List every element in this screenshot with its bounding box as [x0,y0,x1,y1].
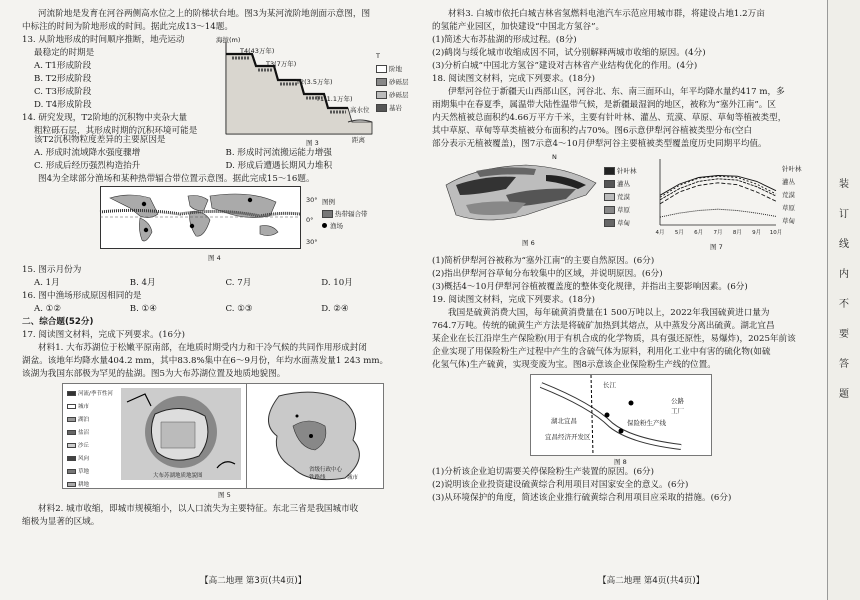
figure-5 [22,381,417,503]
q13-stem-2: 最稳定的时期是 [34,48,95,58]
q13-stem-1: 13. 从阶地形成的时间顺序推断，地壳运动 [22,35,185,45]
q17-sub-2: (2)鹤岗与绥化城市收缩成因不同，试分别解释两城市收缩的原因。(4分) [432,48,706,58]
fig7-x-tick-label: 6月 [694,230,704,236]
fig7-x-tick-label: 5月 [674,230,684,236]
q19-sub-3: (3)从环境保护的角度，简述该企业推行硫黄综合利用项目应采取的措施。(6分) [432,493,732,503]
fig4-lat-30s: 30° [306,238,318,246]
figures-6-7 [432,151,827,255]
q17-material1-line-3: 该湖为我国东部极为罕见的盐湖。图5为大布苏湖位置及地质地貌图。 [22,369,286,379]
q15-options [22,277,417,290]
fig7-legend-1: 针叶林 [782,165,802,173]
fig7-legend-3: 荒漠 [782,191,795,199]
fig8-river-label: 长江 [603,381,616,389]
fig5-legend-6: 风向 [67,453,119,466]
binding-note-char: 线 [839,239,849,250]
q14-option-c: C. 形成后经历强烈构造抬升 [34,161,141,171]
q14-stem-2: 粗粒砾石层，其形成时期的沉积环境可能是 [34,126,198,136]
q13-option-c: C. T3形成阶段 [34,87,92,97]
fig4-legend-itcz: 热带辐合带 [322,208,368,221]
fig8-legend-1: 公路 [671,397,684,405]
q15-option-a: A. 1月 [34,278,60,288]
binding-note-char: 内 [839,269,849,280]
fig7-x-tick-label: 10月 [769,230,783,236]
fig4-lat-0: 0° [306,216,314,224]
fig4-legend-fishery: 渔场 [322,220,343,233]
q14-option-b: B. 形成时河流搬运能力增强 [225,148,332,158]
fig7-series-line [660,209,776,217]
fig6-caption: 图 6 [522,239,535,247]
fig7-caption: 图 7 [710,243,723,251]
q16-option-c: C. ①③ [225,304,253,314]
fig7-x-tick-label: 8月 [732,230,742,236]
fig7-series-line [660,176,776,197]
q14-option-a: A. 形成时流域降水强度骤增 [34,148,141,158]
fig5-legend-8: 耕地 [67,479,119,492]
binding-note-char: 订 [839,209,849,220]
intro2: 图4为全球部分渔场和某种热带辐合带位置示意图。据此完成15～16题。 [38,174,315,184]
q18-para-5: 部分表示无植被覆盖)，图7示意4～10月伊犁河谷主要植被类型覆盖度历史同期平均值。 [432,139,767,149]
fig7-x-tick-label: 7月 [713,230,723,236]
q14-option-d: D. 形成后遭遇长期风力堆积 [225,161,333,171]
q16-stem: 16. 图中渔场形成原因相同的是 [22,291,142,301]
q13-option-b: B. T2形成阶段 [34,74,92,84]
material3-line-2: 的氢能产业园区，加快建设“中国北方氢谷”。 [432,22,605,32]
material2-line-2: 缩极为显著的区域。 [22,517,100,527]
q19-para-5: 化氢气体)生产硫黄，实现变废为宝。图8示意该企业保险粉生产线的位置。 [432,360,716,370]
q18-para-2: 雨期集中在春夏季，属温带大陆性温带气候，是新疆最湿润的地区，被称为“塞外江南”。区 [432,100,776,110]
binding-strip [827,0,860,600]
q15-option-c: C. 7月 [225,278,252,288]
q17-sub-1: (1)简述大布苏盐湖的形成过程。(8分) [432,35,577,45]
q15-option-d: D. 10月 [321,278,353,288]
fig3-legend-title: T [376,52,380,60]
q13-option-d: D. T4形成阶段 [34,100,92,110]
fig5-legend-3: 湖泊 [67,414,119,427]
q13-option-a: A. T1形成阶段 [34,61,92,71]
fig3-legend [376,50,412,115]
fig3-yaxis-label: 海拔(m) [216,36,241,44]
world-map [100,186,330,252]
q14-options-row-1 [22,147,417,160]
binding-note-char: 装 [839,179,849,190]
fig7-legend-5: 草甸 [782,217,795,225]
binding-note-char: 要 [839,329,849,340]
fig5-legend-4: 盐沼 [67,427,119,440]
fig3-legend-item-1: 阶地 [376,63,412,76]
fig6-legend-4: 草原 [604,204,637,217]
fig5-right-legend-2: 铁路线 [309,475,326,481]
fig5-legend-1: 河流/季节性河 [67,388,119,401]
q15-stem: 15. 图示月份为 [22,265,82,275]
fig6-legend-5: 草甸 [604,217,637,230]
q14-stem-1: 14. 研究发现，T2阶地的沉积物中夹杂大量 [22,113,188,123]
fig5-inner-caption: 大布苏湖地质地貌图 [153,473,203,479]
fig8-label-2: 保险粉生产线 [627,419,666,427]
q18-stem: 18. 阅读图文材料，完成下列要求。(18分) [432,74,595,84]
fig7-x-tick-label: 9月 [752,230,762,236]
right-footer: 【高二地理 第4页(共4页)】 [598,576,705,586]
section-2-heading: 二、综合题(52分) [22,317,94,327]
intro-line-2: 中标注的时间为阶地形成的时间。据此完成13～14题。 [22,22,233,32]
fig3-water-label: 高水位 [350,106,370,114]
q14-options-row-2 [22,160,417,173]
fig7-legend-2: 灌丛 [782,178,795,186]
q17-material1-line-1: 材料1. 大布苏湖位于松嫩平原南部，在地质时期受内力和干冷气候的共同作用形成封闭 [38,343,367,353]
binding-note [837,170,851,410]
fig4-legend-title: 图例 [322,198,335,206]
fig7-legend [782,163,802,228]
q19-para-4: 企业实现了用保险粉生产过程中产生的含硫气体为原料，利用化工业中有害的硫化物(如硫 [432,347,771,357]
figure-3 [212,36,412,146]
material2-line-1: 材料2. 城市收缩，即城市规模缩小，以人口流失为主要特征。东北三省是我国城市收 [38,504,359,514]
fig3-legend-item-3: 砂砾层 [376,89,412,102]
fig8-legend-2: 工厂 [671,407,684,415]
fig7-x-tick-label: 4月 [655,230,665,236]
q19-para-2: 764.7万吨。传统的硫黄生产方法是将硫矿加热到其熔点，从中蒸发分离出硫黄。湖北宜昌 [432,321,775,331]
fig5-legend-5: 沙丘 [67,440,119,453]
q18-sub-2: (2)指出伊犁河谷草甸分布较集中的区域，并说明原因。(6分) [432,269,663,279]
fig3-terrace-t1: T1(1.1万年) [316,95,353,103]
binding-note-char: 不 [839,299,849,310]
fig3-terrace-t3: T3(7万年) [266,60,297,68]
q19-para-1: 我国是硫黄消费大国，每年硫黄消费量在1 500万吨以上，2022年我国硫黄进口量为 [448,308,770,318]
left-footer: 【高二地理 第3页(共4页)】 [200,576,307,586]
q18-para-3: 内天然植被总面积约4.66万平方千米，主要有针叶林、灌丛、荒漠、草原、草甸等植被类型， [432,113,787,123]
fig5-frame [62,383,384,489]
fig8-label-1: 湖北宜昌 [551,417,577,425]
fig5-caption: 图 5 [218,491,231,499]
fig4-caption: 图 4 [208,254,221,262]
fig5-right-legend-1: 省级行政中心 [309,467,343,473]
intro-line-1: 河流阶地是发育在河谷两侧高水位之上的阶梯状台地。图3为某河流阶地剖面示意图，图 [38,9,371,19]
q19-stem: 19. 阅读图文材料，完成下列要求。(18分) [432,295,595,305]
q18-para-4: 其中草原、草甸等草类植被分布面积约占70%。图6示意伊犁河谷植被类型分布(空白 [432,126,753,136]
q14-stem-3: 该T2沉积物粒度差异的主要原因是 [34,135,166,145]
fig5-legend [67,388,119,492]
fig5-right-legend-3: 城市 [347,475,359,481]
q16-option-b: B. ①④ [129,304,157,314]
fig3-terrace-t4: T4(43万年) [240,47,275,55]
q18-sub-1: (1)简析伊犁河谷被称为“塞外江南”的主要自然原因。(6分) [432,256,655,266]
fig3-legend-item-4: 基岩 [376,102,412,115]
q19-sub-2: (2)说明该企业投资建设硫黄综合利用项目对国家安全的意义。(6分) [432,480,689,490]
q16-option-d: D. ②④ [321,304,349,314]
fig6-legend-2: 灌丛 [604,178,637,191]
q18-sub-3: (3)概括4～10月伊犁河谷植被覆盖度的整体变化规律，并指出主要影响因素。(6分) [432,282,748,292]
fig3-caption: 图 3 [306,139,319,147]
figure-4 [22,186,417,264]
q15-option-b: B. 4月 [129,278,156,288]
figure-8 [432,372,827,466]
fig8-frame [530,374,712,456]
fig4-lat-30n: 30° [306,196,318,204]
fig5-legend-7: 草地 [67,466,119,479]
fig5-legend-2: 城市 [67,401,119,414]
q19-para-3: 某企业在长江沿岸生产保险粉(用于有机合成的化学物质，具有强还原性，易爆炸)，2025年前该 [432,334,796,344]
left-page [22,8,417,573]
fig6-legend-1: 针叶林 [604,165,637,178]
fig6-vegetation-map [446,155,596,235]
q17-stem: 17. 阅读图文材料，完成下列要求。(16分) [22,330,185,340]
fig3-legend-item-2: 砂砾层 [376,76,412,89]
fig6-north-arrow: N [552,153,557,161]
fig7-series-line [660,183,776,204]
fig3-xaxis-label: 距离 [352,136,365,144]
fig6-legend [604,165,637,230]
q19-sub-1: (1)分析该企业迫切需要关停保险粉生产装置的原因。(6分) [432,467,655,477]
fig7-legend-4: 草原 [782,204,795,212]
fig6-legend-3: 荒漠 [604,191,637,204]
fig8-label-3: 宜昌经济开发区 [545,433,591,441]
q17-material1-line-2: 湖盆。该地年均降水量404.2 mm，其中83.8%集中在6～9月份，年均水面蒸发量1 243 mm。 [22,356,389,366]
q18-para-1: 伊犁河谷位于新疆天山西部山区，河谷北、东、南三面环山，年平均降水量约417 m，多 [448,87,785,97]
fig7-line-chart [650,155,783,239]
fig3-terrace-t2: T2(3.5万年) [296,78,333,86]
q16-options [22,303,417,316]
fig8-caption: 图 8 [614,458,627,466]
binding-note-char: 题 [839,389,849,400]
fig5-lake-map [121,388,241,480]
material3-line-1: 材料3. 白城市依托白城吉林省氢燃料电池汽车示范应用城市群，将建设占地1.2万亩 [448,9,765,19]
q17-sub-3: (3)分析白城“中国北方氢谷”建设对吉林省产业结构优化的作用。(4分) [432,61,698,71]
binding-note-char: 答 [839,359,849,370]
q16-option-a: A. ①② [34,304,62,314]
right-page [432,8,827,573]
